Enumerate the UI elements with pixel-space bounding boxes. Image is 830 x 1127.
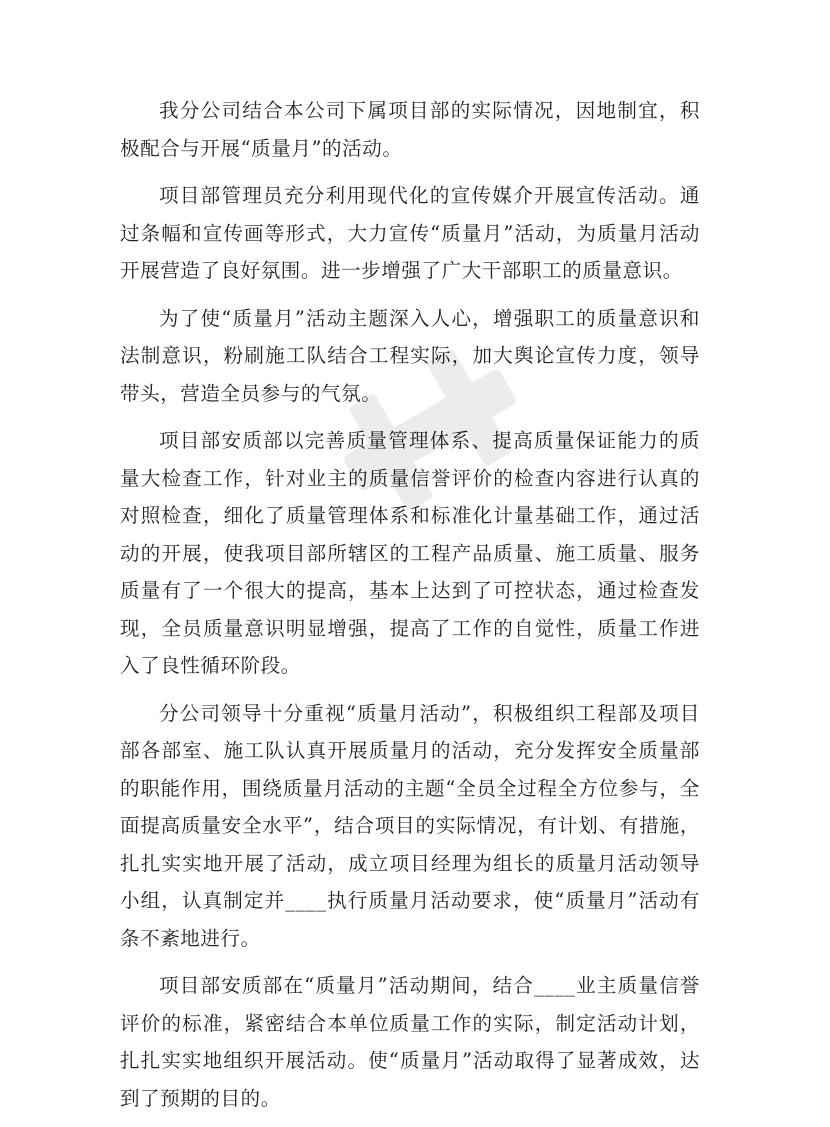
paragraph-3: 为了使“质量月”活动主题深入人心，增强职工的质量意识和法制意识，粉刷施工队结合工程实际，加大舆论宣传力度，领导带头，营造全员参与的气氛。 xyxy=(120,306,700,405)
paragraph-2: 项目部管理员充分利用现代化的宣传媒介开展宣传活动。通过条幅和宣传画等形式，大力宣传“质量月”活动，为质量月活动开展营造了良好氛围。进一步增强了广大干部职工的质量意识。 xyxy=(120,184,700,282)
paragraph-5: 分公司领导十分重视“质量月活动”，积极组织工程部及项目部各部室、施工队认真开展质量月的活动，充分发挥安全质量部的职能作用，围绕质量月活动的主题“全员全过程全方位参与，全面提高质量安全水平”，结合项目的实际情况，有计划、有措施，扎扎实实地开展了活动，成立项目经理为组长的质量月活动领导小组，认真制定并____执行质量月活动要求，使“质量月”活动有条不紊地进行。 xyxy=(120,701,700,950)
document-body xyxy=(120,92,700,1127)
paragraph-6: 项目部安质部在“质量月”活动期间，结合____业主质量信誉评价的标准，紧密结合本单位质量工作的实际，制定活动计划，扎扎实实地组织开展活动。使“质量月”活动取得了显著成效，达到了预期的目的。 xyxy=(120,974,700,1110)
paragraph-4: 项目部安质部以完善质量管理体系、提高质量保证能力的质量大检查工作，针对业主的质量信誉评价的检查内容进行认真的对照检查，细化了质量管理体系和标准化计量基础工作，通过活动的开展，使我项目部所辖区的工程产品质量、施工质量、服务质量有了一个很大的提高，基本上达到了可控状态，通过检查发现，全员质量意识明显增强，提高了工作的自觉性，质量工作进入了良性循环阶段。 xyxy=(120,429,700,677)
paragraph-1: 我分公司结合本公司下属项目部的实际情况，因地制宜，积极配合与开展“质量月”的活动。 xyxy=(120,99,700,160)
